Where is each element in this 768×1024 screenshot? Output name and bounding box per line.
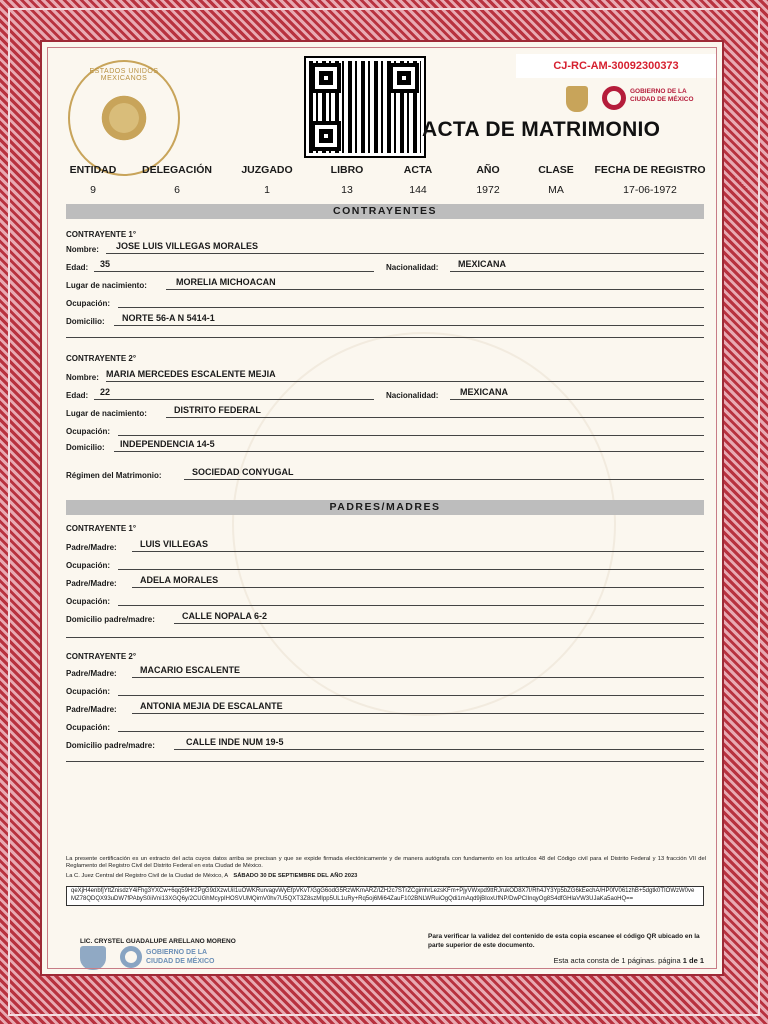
value-acta: 144	[409, 184, 427, 196]
national-seal	[68, 60, 180, 176]
shield-icon	[566, 86, 588, 112]
c1-lugar-row	[66, 276, 704, 290]
madre-label: Padre/Madre:	[66, 705, 117, 714]
regimen-row	[66, 466, 704, 480]
p2-padre-row	[66, 664, 704, 678]
c2-lugar: DISTRITO FEDERAL	[174, 405, 261, 415]
value-juzgado: 1	[264, 184, 270, 196]
nacionalidad-label: Nacionalidad:	[386, 263, 439, 272]
c1-edad-row	[66, 258, 704, 272]
edad-label: Edad:	[66, 391, 89, 400]
registry-headers	[54, 164, 710, 176]
p1-ocup1-row	[66, 556, 704, 570]
cdmx-knot-icon	[602, 86, 626, 110]
c1-domicilio: NORTE 56-A N 5414-1	[122, 313, 215, 323]
document-title: ACTA DE MATRIMONIO	[422, 118, 661, 141]
ocupacion-label: Ocupación:	[66, 427, 111, 436]
c2-domicilio: INDEPENDENCIA 14-5	[120, 439, 215, 449]
header-clase: CLASE	[538, 164, 574, 176]
value-anio: 1972	[476, 184, 500, 196]
header-libro: LIBRO	[330, 164, 364, 176]
nacionalidad-label: Nacionalidad:	[386, 391, 439, 400]
p1-madre: ADELA MORALES	[140, 575, 219, 585]
registry-values	[54, 184, 710, 196]
foot-logo-line-2: CIUDAD DE MÉXICO	[146, 957, 215, 965]
section-contrayentes: CONTRAYENTES	[66, 204, 704, 219]
p1-domicilio: CALLE NOPALA 6-2	[182, 611, 268, 621]
c1-nombre: JOSE LUIS VILLEGAS MORALES	[116, 241, 259, 251]
ocupacion-label: Ocupación:	[66, 597, 111, 606]
lugar-label: Lugar de nacimiento:	[66, 409, 147, 418]
shield-icon	[80, 946, 106, 970]
c2-nombre-row	[66, 368, 704, 382]
padre-label: Padre/Madre:	[66, 543, 117, 552]
header-juzgado: JUZGADO	[241, 164, 293, 176]
page-count-value: 1 de 1	[682, 956, 704, 965]
footer-cdmx-logo	[80, 946, 260, 972]
verification-note: Para verificar la validez del contenido de esta copia escanee el código QR ubicado en la parte superior de este documento.	[428, 933, 700, 949]
domicilio-padres-label: Domicilio padre/madre:	[66, 615, 155, 624]
domicilio-label: Domicilio:	[66, 317, 105, 326]
header-fecha: FECHA DE REGISTRO	[594, 164, 706, 176]
eagle-icon	[98, 92, 150, 144]
p1-domicilio-row	[66, 610, 704, 624]
c2-edad-row	[66, 386, 704, 400]
judge-line	[66, 873, 357, 880]
gov-logo-line-1: GOBIERNO DE LA	[630, 88, 687, 95]
p1-madre-row	[66, 574, 704, 588]
cdmx-knot-icon	[120, 946, 142, 968]
madre-label: Padre/Madre:	[66, 579, 117, 588]
p2-madre-row	[66, 700, 704, 714]
c2-ocupacion-row	[66, 422, 704, 436]
c2-edad: 22	[100, 387, 111, 397]
nombre-label: Nombre:	[66, 245, 99, 254]
c2-domicilio-row	[66, 438, 704, 452]
issue-date: SÁBADO 30 DE SEPTIEMBRE DEL AÑO 2023	[233, 873, 358, 879]
edad-label: Edad:	[66, 263, 89, 272]
p1-padre-row	[66, 538, 704, 552]
nombre-label: Nombre:	[66, 373, 99, 382]
domicilio-label: Domicilio:	[66, 443, 105, 452]
p2-ocup1-row	[66, 682, 704, 696]
signatory-name: LIC. CRYSTEL GUADALUPE ARELLANO MORENO	[80, 938, 236, 945]
c1-nacionalidad: MEXICANA	[458, 259, 507, 269]
section-padres: PADRES/MADRES	[66, 500, 704, 515]
value-clase: MA	[548, 184, 564, 196]
c1-ocupacion-row	[66, 294, 704, 308]
page-count-prefix: Esta acta consta de 1 páginas. página	[553, 956, 683, 965]
seal-text: ESTADOS UNIDOS MEXICANOS	[89, 68, 159, 82]
certificate-code: CJ-RC-AM-30092300373	[516, 54, 716, 78]
domicilio-padres-label: Domicilio padre/madre:	[66, 741, 155, 750]
value-libro: 13	[341, 184, 353, 196]
p2-ocup2-row	[66, 718, 704, 732]
p2-domicilio: CALLE INDE NUM 19-5	[186, 737, 284, 747]
qr-code[interactable]	[306, 58, 424, 156]
padres-c1-heading: CONTRAYENTE 1°	[66, 524, 137, 533]
p1-padre: LUIS VILLEGAS	[140, 539, 209, 549]
regimen-label: Régimen del Matrimonio:	[66, 471, 162, 480]
c1-lugar: MORELIA MICHOACAN	[176, 277, 276, 287]
foot-logo-line-1: GOBIERNO DE LA	[146, 949, 208, 956]
c2-nacionalidad: MEXICANA	[460, 387, 509, 397]
header-acta: ACTA	[403, 164, 433, 176]
c2-nombre: MARIA MERCEDES ESCALENTE MEJIA	[106, 369, 276, 379]
legal-text: La presente certificación es un extracto del acta cuyos datos arriba se precisan y que se expide firmada electónicamente y de manera autógrafa con fundamento en los artículos 48 del Código civil para el Distrito Federal y 13 fracción VII del Reglamento del Registro Civil del Distrito Federal en esta Ciudad de México.	[66, 856, 706, 869]
padres-c2-heading: CONTRAYENTE 2°	[66, 652, 137, 661]
regimen-value: SOCIEDAD CONYUGAL	[192, 467, 294, 477]
document-paper	[40, 40, 724, 976]
ocupacion-label: Ocupación:	[66, 723, 111, 732]
c1-edad: 35	[100, 259, 111, 269]
page-count	[553, 956, 704, 965]
ocupacion-label: Ocupación:	[66, 299, 111, 308]
cdmx-logo	[566, 84, 716, 114]
header-anio: AÑO	[476, 164, 500, 176]
c1-nombre-row	[66, 240, 704, 254]
value-delegacion: 6	[174, 184, 180, 196]
contrayente-1-heading: CONTRAYENTE 1°	[66, 230, 137, 239]
header-delegacion: DELEGACIÓN	[141, 164, 212, 176]
p2-padre: MACARIO ESCALENTE	[140, 665, 241, 675]
judge-text: La C. Juez Central del Registro Civil de la Ciudad de México, A	[66, 873, 228, 879]
digital-signature-hash: qeXjH4enbfjYttZnisdzY4iFhg3YXCw+6qq59Hr2PgG9dXzwUiI1uOWKRurvagvWyEfpVKvT/GgG6odG5RzWKmARZ/IZH2c7STrZCgimhrLezsKFm+PjyVWxpd9ttRJrukOD8X7I/Rh4JY3Yp5bZG6kEechA/HP0fV061zhB+5dgtk0TIOWzW0veMZ78QDQX93uDW7fPAbyS0iiVni13XGQ6y/2CUGhMcypIHOSVUMQimV0hv7U5QXT3Z8szMIpp5UL1uRy+Rq5oj6Mi64ZauF102BNLWRuiOgQdi1mAqd9jBIoxUfNP/DwPClInqyOg8S4dfGHlaVW3UJaKa5aoHQ==	[66, 886, 704, 906]
value-fecha: 17-06-1972	[623, 184, 677, 196]
lugar-label: Lugar de nacimiento:	[66, 281, 147, 290]
value-entidad: 9	[90, 184, 96, 196]
padre-label: Padre/Madre:	[66, 669, 117, 678]
ocupacion-label: Ocupación:	[66, 687, 111, 696]
p1-ocup2-row	[66, 592, 704, 606]
ocupacion-label: Ocupación:	[66, 561, 111, 570]
gov-logo-line-2: CIUDAD DE MÉXICO	[630, 96, 694, 103]
p2-madre: ANTONIA MEJIA DE ESCALANTE	[140, 701, 283, 711]
contrayente-2-heading: CONTRAYENTE 2°	[66, 354, 137, 363]
c2-lugar-row	[66, 404, 704, 418]
header-entidad: ENTIDAD	[69, 164, 117, 176]
